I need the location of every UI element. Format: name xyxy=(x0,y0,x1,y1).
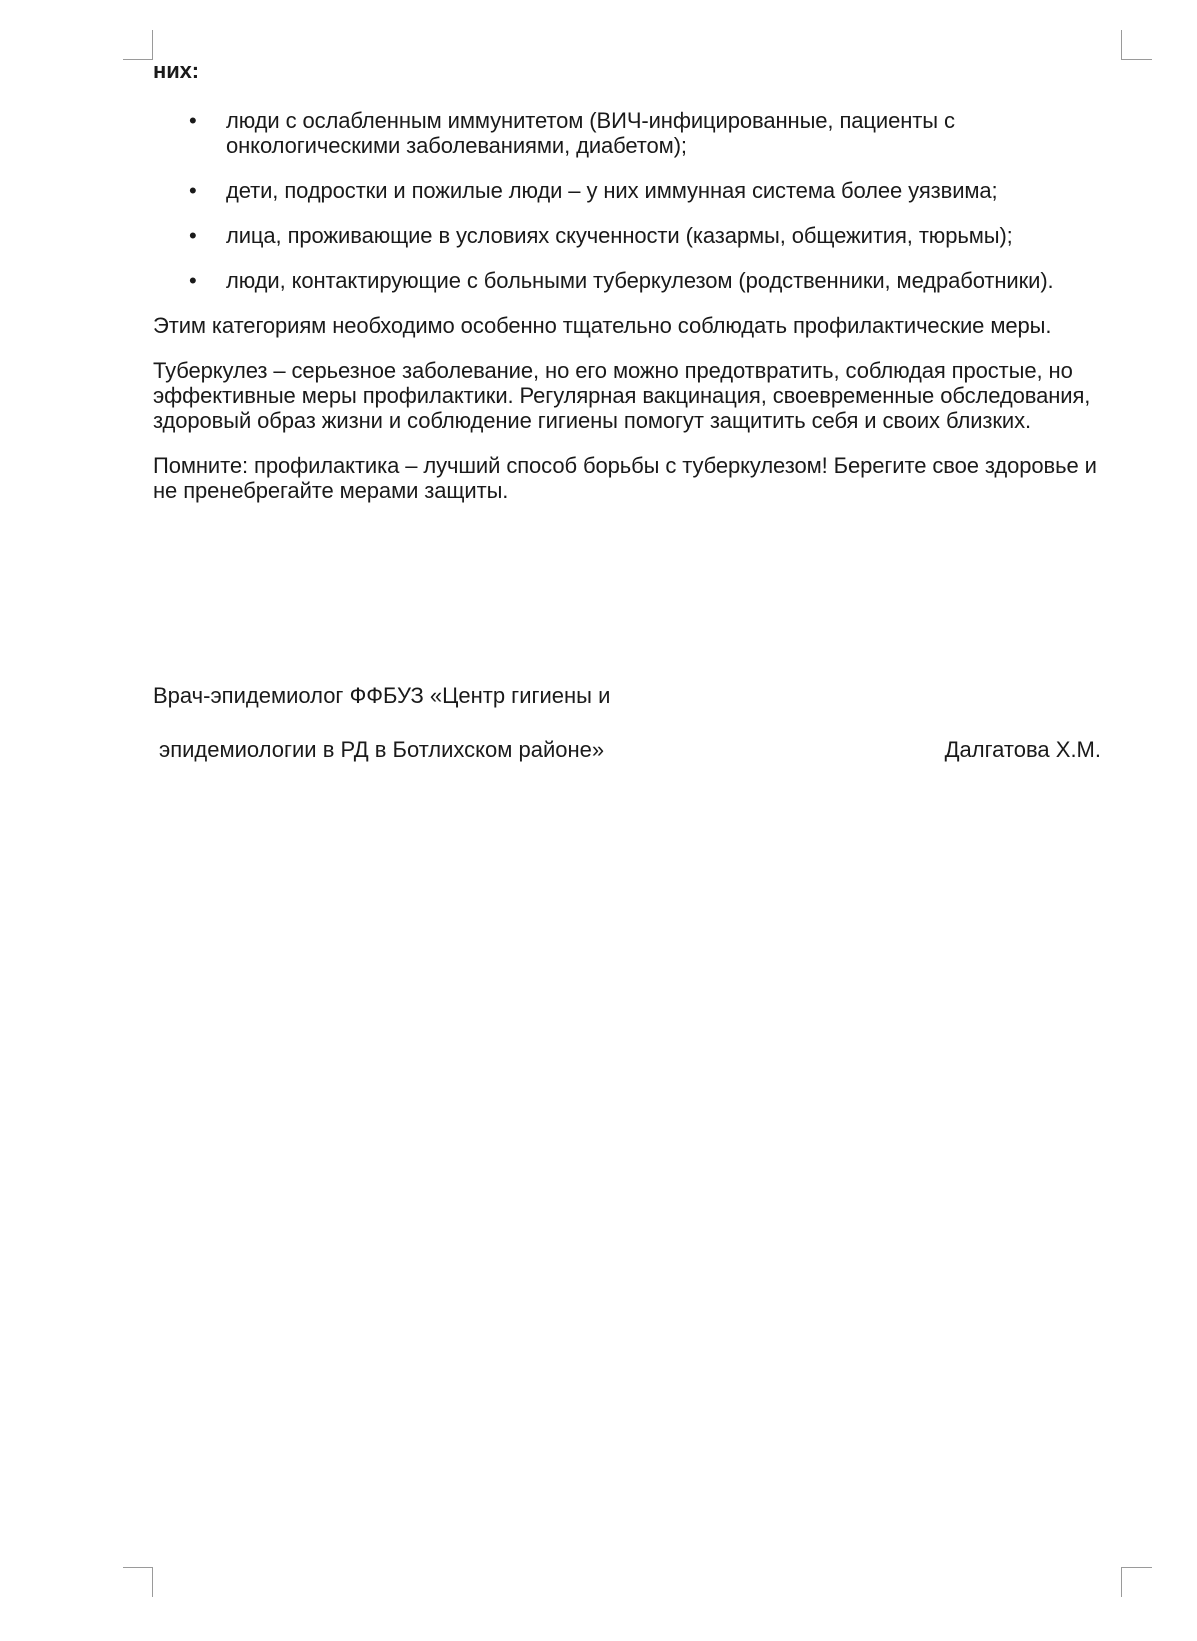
bullet-icon: • xyxy=(189,223,197,248)
crop-mark-top-left xyxy=(123,30,153,60)
bullet-icon: • xyxy=(189,108,197,133)
bullet-icon: • xyxy=(189,268,197,293)
crop-mark-bottom-right xyxy=(1121,1567,1152,1597)
signature-name: Далгатова Х.М. xyxy=(944,737,1101,762)
signature-position-line2: эпидемиологии в РД в Ботлихском районе» xyxy=(159,737,605,762)
list-item xyxy=(153,223,1121,248)
lead-text: них: xyxy=(153,58,199,83)
list-item-text: люди с ослабленным иммунитетом (ВИЧ-инфицированные, пациенты с онкологическими заболеваниями, диабетом); xyxy=(226,108,955,158)
list-item xyxy=(153,268,1121,293)
list-item xyxy=(153,178,1121,203)
crop-mark-top-right xyxy=(1121,30,1152,60)
risk-group-list xyxy=(153,108,1121,293)
paragraph-reminder: Помните: профилактика – лучший способ борьбы с туберкулезом! Берегите свое здоровье и не пренебрегайте мерами защиты. xyxy=(153,453,1097,503)
signature-block xyxy=(153,737,1101,762)
paragraph-categories: Этим категориям необходимо особенно тщательно соблюдать профилактические меры. xyxy=(153,313,1052,338)
list-item-text: люди, контактирующие с больными туберкулезом (родственники, медработники). xyxy=(226,268,1054,293)
list-item-text: лица, проживающие в условиях скученности (казармы, общежития, тюрьмы); xyxy=(226,223,1013,248)
crop-mark-bottom-left xyxy=(123,1567,153,1597)
list-item-text: дети, подростки и пожилые люди – у них иммунная система более уязвима; xyxy=(226,178,998,203)
list-item xyxy=(153,108,1121,158)
paragraph-summary: Туберкулез – серьезное заболевание, но его можно предотвратить, соблюдая простые, но эффективные меры профилактики. Регулярная вакцинация, своевременные обследования, здоровый образ жизни и соблюдение гигиены помогут защитить себя и своих близких. xyxy=(153,358,1091,433)
document-body xyxy=(153,58,1121,523)
signature-position-line1: Врач-эпидемиолог ФФБУЗ «Центр гигиены и xyxy=(153,683,611,708)
bullet-icon: • xyxy=(189,178,197,203)
